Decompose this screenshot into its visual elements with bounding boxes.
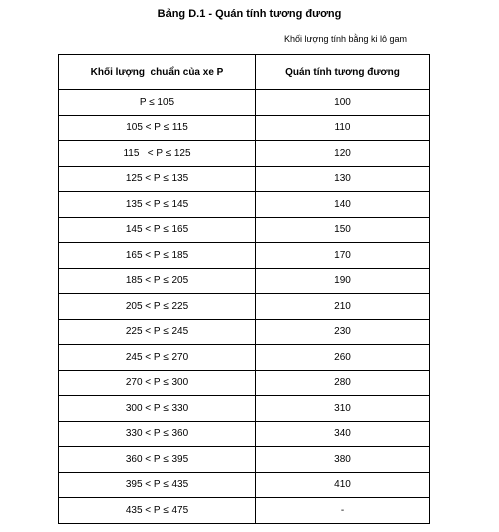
table-body [59, 90, 430, 524]
table-row [59, 498, 430, 524]
table-header-row [59, 55, 430, 90]
mass-range-cell: 145 < P ≤ 165 [59, 217, 256, 243]
table-row [59, 345, 430, 371]
inertia-value-cell: 340 [256, 421, 430, 447]
mass-range-cell: 135 < P ≤ 145 [59, 192, 256, 218]
table-row [59, 396, 430, 422]
mass-range-cell: 185 < P ≤ 205 [59, 268, 256, 294]
table-row [59, 319, 430, 345]
table-row [59, 217, 430, 243]
table-row [59, 421, 430, 447]
mass-range-cell: 330 < P ≤ 360 [59, 421, 256, 447]
inertia-value-cell: 380 [256, 447, 430, 473]
table-row [59, 141, 430, 167]
mass-range-cell: 105 < P ≤ 115 [59, 115, 256, 141]
inertia-value-cell: 120 [256, 141, 430, 167]
header-equivalent-inertia: Quán tính tương đương [256, 55, 430, 90]
header-reference-mass: Khối lượng chuẩn của xe P [59, 55, 256, 90]
table-row [59, 447, 430, 473]
inertia-value-cell: 140 [256, 192, 430, 218]
table-row [59, 268, 430, 294]
inertia-value-cell: 410 [256, 472, 430, 498]
table-row [59, 166, 430, 192]
mass-range-cell: 225 < P ≤ 245 [59, 319, 256, 345]
inertia-value-cell: 100 [256, 90, 430, 116]
inertia-value-cell: 280 [256, 370, 430, 396]
inertia-value-cell: 110 [256, 115, 430, 141]
inertia-value-cell: 310 [256, 396, 430, 422]
mass-range-cell: 115 < P ≤ 125 [59, 141, 256, 167]
mass-range-cell: 435 < P ≤ 475 [59, 498, 256, 524]
mass-range-cell: 125 < P ≤ 135 [59, 166, 256, 192]
inertia-value-cell: 230 [256, 319, 430, 345]
mass-range-cell: 360 < P ≤ 395 [59, 447, 256, 473]
unit-note: Khối lượng tính bằng ki lô gam [284, 34, 407, 44]
inertia-value-cell: 130 [256, 166, 430, 192]
table-row [59, 472, 430, 498]
mass-range-cell: 300 < P ≤ 330 [59, 396, 256, 422]
table-row [59, 294, 430, 320]
mass-range-cell: 395 < P ≤ 435 [59, 472, 256, 498]
inertia-value-cell: 260 [256, 345, 430, 371]
inertia-value-cell: 150 [256, 217, 430, 243]
table-row [59, 243, 430, 269]
mass-range-cell: 245 < P ≤ 270 [59, 345, 256, 371]
table-row [59, 192, 430, 218]
inertia-table [58, 54, 430, 524]
table-row [59, 115, 430, 141]
table-row [59, 90, 430, 116]
inertia-value-cell: 170 [256, 243, 430, 269]
table-title: Bảng D.1 - Quán tính tương đương [157, 8, 342, 20]
mass-range-cell: P ≤ 105 [59, 90, 256, 116]
mass-range-cell: 165 < P ≤ 185 [59, 243, 256, 269]
mass-range-cell: 205 < P ≤ 225 [59, 294, 256, 320]
table-row [59, 370, 430, 396]
inertia-value-cell: 210 [256, 294, 430, 320]
mass-range-cell: 270 < P ≤ 300 [59, 370, 256, 396]
inertia-value-cell: - [256, 498, 430, 524]
inertia-value-cell: 190 [256, 268, 430, 294]
